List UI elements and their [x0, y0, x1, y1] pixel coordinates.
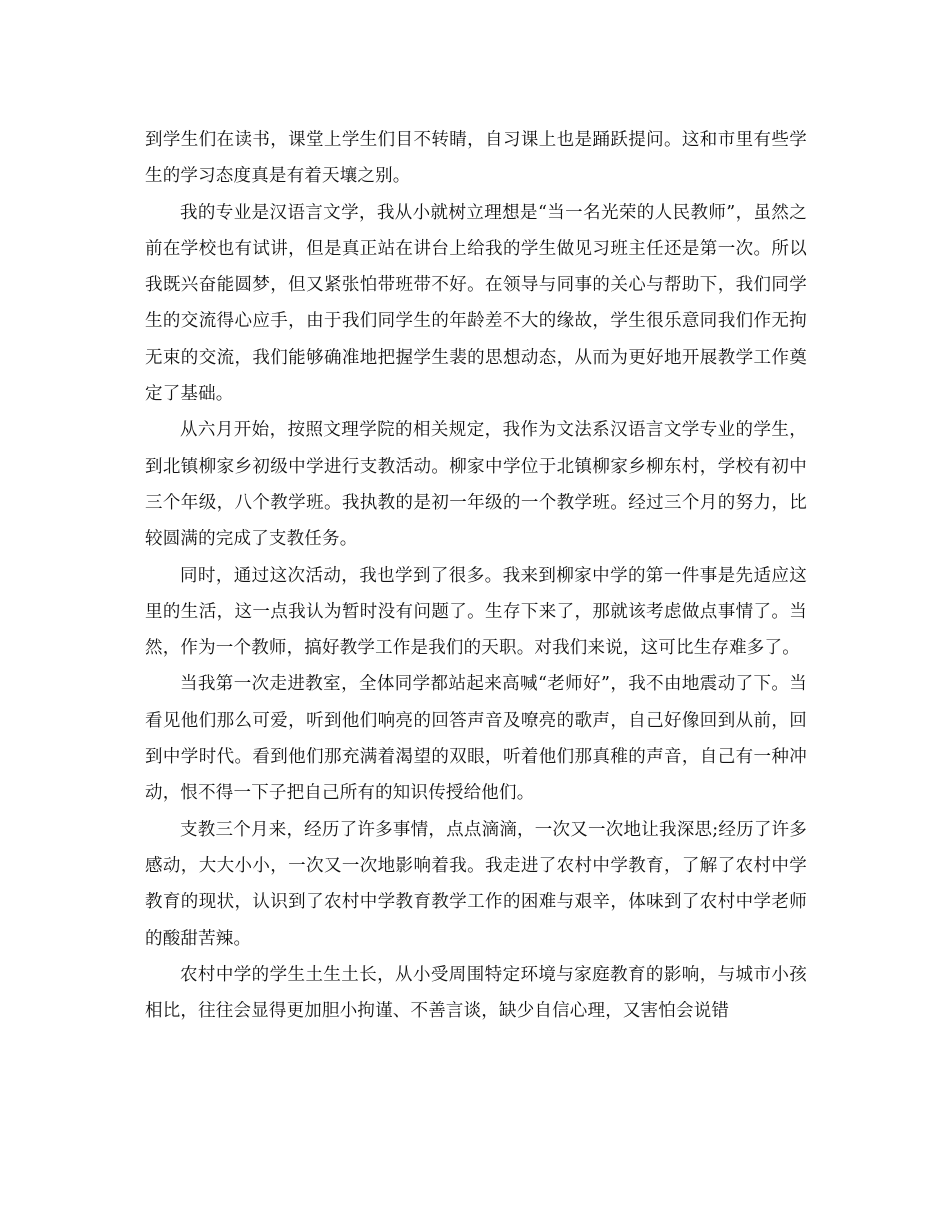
paragraph-2: 我的专业是汉语言文学，我从小就树立理想是“当一名光荣的人民教师”，虽然之前在学校也有试讲，但是真正站在讲台上给我的学生做见习班主任还是第一次。所以我既兴奋能圆梦，但又紧张怕带班带不好。在领导与同事的关心与帮助下，我们同学生的交流得心应手，由于我们同学生的年龄差不大的缘故，学生很乐意同我们作无拘无束的交流，我们能够确准地把握学生裴的思想动态，从而为更好地开展教学工作奠定了基础。: [145, 202, 807, 405]
paragraph-3: 从六月开始，按照文理学院的相关规定，我作为文法系汉语言文学专业的学生，到北镇柳家乡初级中学进行支教活动。柳家中学位于北镇柳家乡柳东村，学校有初中三个年级，八个教学班。我执教的是初一年级的一个教学班。经过三个月的努力，比较圆满的完成了支教任务。: [145, 420, 807, 550]
paragraph-4: 同时，通过这次活动，我也学到了很多。我来到柳家中学的第一件事是先适应这里的生活，这一点我认为暂时没有问题了。生存下来了，那就该考虑做点事情了。当然，作为一个教师，搞好教学工作是我们的天职。对我们来说，这可比生存难多了。: [145, 565, 807, 659]
paragraph-5: 当我第一次走进教室，全体同学都站起来高喊“老师好”，我不由地震动了下。当看见他们那么可爱，听到他们响亮的回答声音及嘹亮的歌声，自己好像回到从前，回到中学时代。看到他们那充满着渴望的双眼，听着他们那真稚的声音，自己有一种冲动，恨不得一下子把自己所有的知识传授给他们。: [145, 674, 807, 804]
paragraph-6: 支教三个月来，经历了许多事情，点点滴滴，一次又一次地让我深思;经历了许多感动，大大小小，一次又一次地影响着我。我走进了农村中学教育，了解了农村中学教育的现状，认识到了农村中学教育教学工作的困难与艰辛，体味到了农村中学老师的酸甜苦辣。: [145, 819, 807, 949]
document-body: [145, 122, 807, 1029]
paragraph-1: 到学生们在读书，课堂上学生们目不转睛，自习课上也是踊跃提问。这和市里有些学生的学习态度真是有着天壤之别。: [145, 130, 807, 187]
paragraph-7: 农村中学的学生土生土长，从小受周围特定环境与家庭教育的影响，与城市小孩相比，往往会显得更加胆小拘谨、不善言谈，缺少自信心理，又害怕会说错: [145, 964, 807, 1022]
